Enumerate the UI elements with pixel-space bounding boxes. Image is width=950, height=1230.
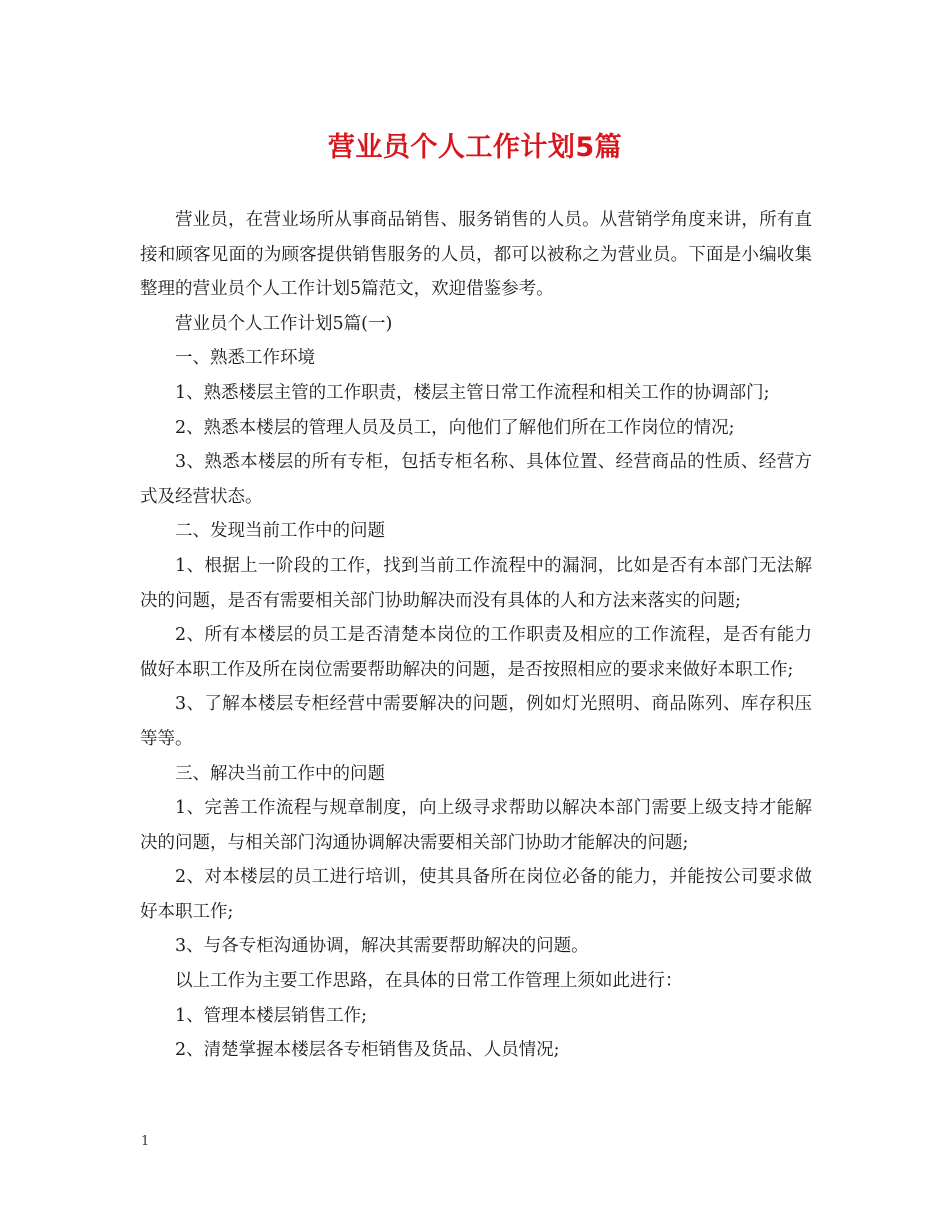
list-item: 2、对本楼层的员工进行培训，使其具备所在岗位必备的能力，并能按公司要求做好本职工作; [140, 867, 812, 922]
list-item: 1、熟悉楼层主管的工作职责，楼层主管日常工作流程和相关工作的协调部门; [175, 382, 770, 403]
document-title: 营业员个人工作计划5篇 [327, 132, 623, 163]
list-item: 2、熟悉本楼层的管理人员及员工，向他们了解他们所在工作岗位的情况; [175, 417, 735, 438]
page-number: 1 [141, 1134, 150, 1149]
list-item: 1、根据上一阶段的工作，找到当前工作流程中的漏洞，比如是否有本部门无法解决的问题，是否有需要相关部门协助解决而没有具体的人和方法来落实的问题; [140, 555, 812, 611]
list-item: 3、与各专柜沟通协调，解决其需要帮助解决的问题。 [175, 936, 589, 957]
list-item: 2、所有本楼层的员工是否清楚本岗位的工作职责及相应的工作流程，是否有能力做好本职工作及所在岗位需要帮助解决的问题，是否按照相应的要求来做好本职工作; [140, 625, 812, 680]
heading-find-problems: 二、发现当前工作中的问题 [175, 521, 385, 542]
heading-solve-problems: 三、解决当前工作中的问题 [175, 763, 385, 784]
section-heading-plan-one: 营业员个人工作计划5篇(一) [175, 313, 393, 334]
list-item: 1、管理本楼层销售工作; [175, 1005, 368, 1026]
document-body [140, 203, 812, 1068]
list-item: 3、了解本楼层专柜经营中需要解决的问题，例如灯光照明、商品陈列、库存积压等等。 [140, 694, 812, 749]
intro-paragraph: 营业员，在营业场所从事商品销售、服务销售的人员。从营销学角度来讲，所有直接和顾客见面的为顾客提供销售服务的人员，都可以被称之为营业员。下面是小编收集整理的营业员个人工作计划5篇范文，欢迎借鉴参考。 [140, 210, 812, 300]
list-item: 2、清楚掌握本楼层各专柜销售及货品、人员情况; [175, 1040, 560, 1061]
list-item: 3、熟悉本楼层的所有专柜，包括专柜名称、具体位置、经营商品的性质、经营方式及经营状态。 [140, 452, 812, 507]
summary-paragraph: 以上工作为主要工作思路，在具体的日常工作管理上须如此进行： [175, 971, 683, 992]
heading-familiarize-environment: 一、熟悉工作环境 [175, 348, 315, 369]
list-item: 1、完善工作流程与规章制度，向上级寻求帮助以解决本部门需要上级支持才能解决的问题，与相关部门沟通协调解决需要相关部门协助才能解决的问题; [140, 798, 812, 853]
